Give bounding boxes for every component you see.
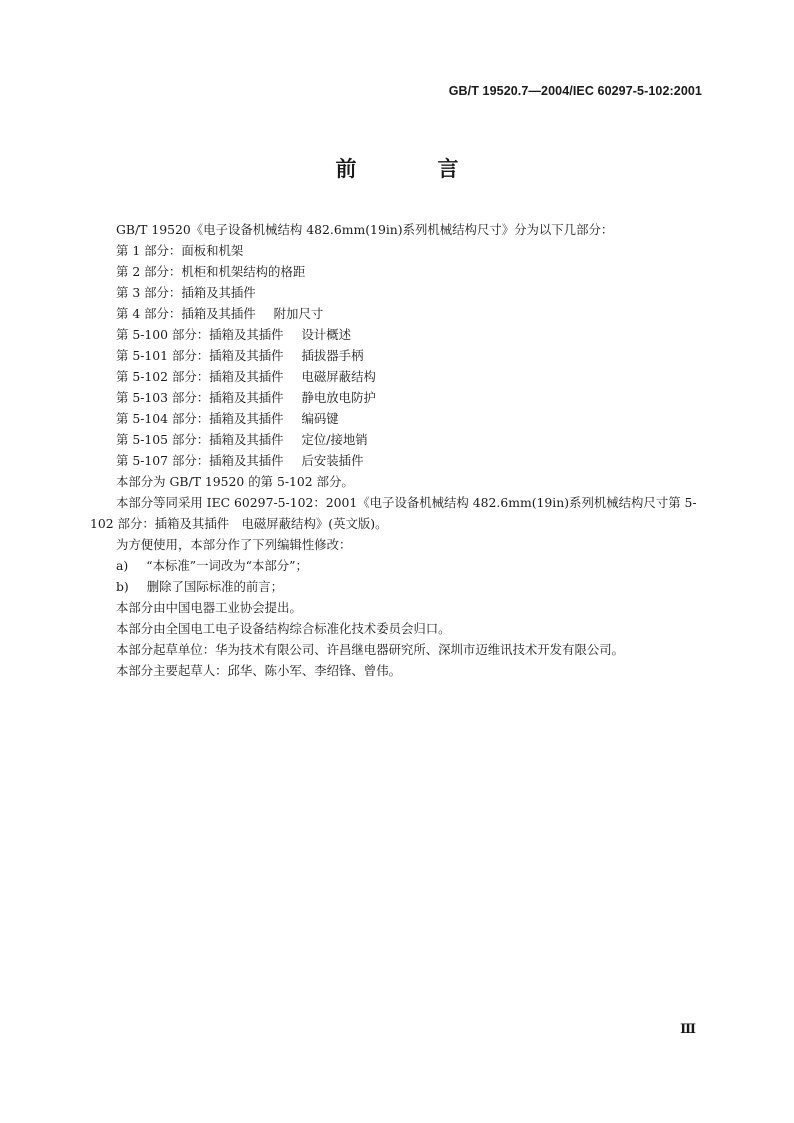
foreword-body	[90, 219, 706, 681]
part-item: 第 5-100 部分：插箱及其插件 设计概述	[116, 327, 352, 342]
adoption-paragraph: 本部分等同采用 IEC 60297-5-102：2001《电子设备机械结构 482.6mm(19in)系列机械结构尺寸第 5-102 部分：插箱及其插件 电磁屏蔽结构》(英文版)。	[90, 495, 697, 531]
drafters-paragraph: 本部分主要起草人：邱华、陈小军、李绍锋、曾伟。	[116, 663, 401, 678]
managed-by-paragraph: 本部分由全国电工电子设备结构综合标准化技术委员会归口。	[116, 621, 451, 636]
part-item: 第 5-105 部分：插箱及其插件 定位/接地销	[116, 432, 368, 447]
this-part-paragraph: 本部分为 GB/T 19520 的第 5-102 部分。	[116, 474, 354, 489]
part-item: 第 4 部分：插箱及其插件 附加尺寸	[116, 306, 324, 321]
part-item: 第 5-102 部分：插箱及其插件 电磁屏蔽结构	[116, 369, 376, 384]
intro-paragraph: GB/T 19520《电子设备机械结构 482.6mm(19in)系列机械结构尺寸》分为以下几部分：	[116, 222, 614, 237]
part-item: 第 3 部分：插箱及其插件	[116, 285, 256, 300]
edit-item: b) 删除了国际标准的前言；	[116, 579, 284, 594]
part-item: 第 5-107 部分：插箱及其插件 后安装插件	[116, 453, 364, 468]
page-title: 前 言	[335, 157, 489, 181]
proposed-by-paragraph: 本部分由中国电器工业协会提出。	[116, 600, 302, 615]
drafting-units-paragraph: 本部分起草单位：华为技术有限公司、许昌继电器研究所、深圳市迈维讯技术开发有限公司。	[116, 642, 625, 657]
part-item: 第 5-101 部分：插箱及其插件 插拔器手柄	[116, 348, 364, 363]
part-item: 第 5-104 部分：插箱及其插件 编码键	[116, 411, 339, 426]
part-item: 第 5-103 部分：插箱及其插件 静电放电防护	[116, 390, 376, 405]
part-item: 第 2 部分：机柜和机架结构的格距	[116, 264, 306, 279]
standard-code: GB/T 19520.7—2004/IEC 60297-5-102:2001	[448, 84, 702, 98]
edit-item: a) “本标准”一词改为“本部分”；	[116, 558, 308, 573]
page-number: Ⅲ	[680, 1022, 696, 1037]
part-item: 第 1 部分：面板和机架	[116, 243, 244, 258]
edits-intro-paragraph: 为方便使用，本部分作了下列编辑性修改：	[116, 537, 352, 552]
